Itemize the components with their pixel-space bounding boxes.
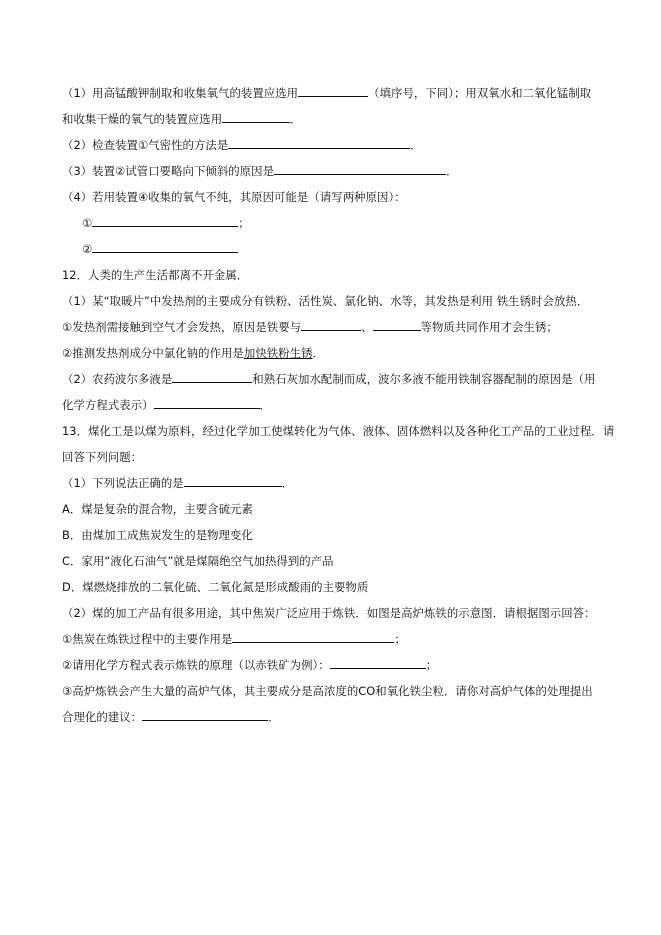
q12-part2-text-c: 化学方程式表示） <box>62 398 154 412</box>
q13-part2-text: （2）煤的加工产品有很多用途，其中焦炭广泛应用于炼铁．如图是高炉炼铁的示意图．请根据图示回答： <box>62 606 596 620</box>
q11-part1-text: （1）用高锰酸钾制取和收集氧气的装置应选用 <box>62 86 299 100</box>
period: ． <box>268 710 280 724</box>
semicolon: ； <box>238 216 250 230</box>
q13-option-a <box>62 501 253 517</box>
q11-part1-text-c: 和收集干燥的氧气的装置应选用 <box>62 112 223 126</box>
option-a-text: A．煤是复杂的混合物，主要含硫元素 <box>62 502 253 516</box>
q12-sub1 <box>62 319 558 335</box>
answer-blank-q13-s3[interactable] <box>142 709 268 721</box>
q13-stem-text-b: 回答下列问题： <box>62 450 143 464</box>
q12-stem-text: 12．人类的生产生活都离不开金属． <box>62 268 249 282</box>
q12-part1-text: （1）某“取暖片”中发热剂的主要成分有铁粉、活性炭、氯化钠、水等，其发热是利用 铁生锈时会放热． <box>62 294 589 308</box>
q12-part2-text-b: 和熟石灰加水配制而成，波尔多液不能用铁制容器配制的原因是（用 <box>252 372 596 386</box>
answer-blank-q13-s2[interactable] <box>330 657 426 669</box>
q12-part1 <box>62 293 588 309</box>
answer-blank-q11-2[interactable] <box>228 137 410 149</box>
q11-part4-text: （4）若用装置④收集的氧气不纯，其原因可能是（请写两种原因）： <box>62 190 406 204</box>
q13-sub2 <box>62 657 437 673</box>
q12-sub2-text: ②推测发热剂成分中氯化钠的作用是 <box>62 346 244 360</box>
answer-blank-q11-1b[interactable] <box>222 111 290 123</box>
q12-part2-text: （2）农药波尔多液是 <box>62 372 173 386</box>
q11-part3 <box>62 163 458 179</box>
q13-option-d <box>62 579 368 595</box>
q11-part4 <box>62 189 406 205</box>
q13-part2 <box>62 605 596 621</box>
q13-option-c <box>62 553 334 569</box>
answer-blank-q11-3[interactable] <box>274 163 446 175</box>
semicolon: ； <box>425 658 438 672</box>
q12-sub2 <box>62 345 324 361</box>
answer-blank-q13-s1[interactable] <box>232 631 394 643</box>
q11-reason-2 <box>82 241 238 257</box>
option-d-text: D．煤燃烧排放的二氧化硫、二氧化氮是形成酸雨的主要物质 <box>62 580 369 594</box>
answer-blank-q12-2b[interactable] <box>154 397 260 409</box>
answer-blank-q11-r2[interactable] <box>92 241 238 253</box>
q11-part2-text: （2）检查装置①气密性的方法是 <box>62 138 229 152</box>
answer-blank-q11-1a[interactable] <box>298 85 368 97</box>
q11-part2 <box>62 137 422 153</box>
answer-blank-q13-1[interactable] <box>184 475 282 487</box>
period: ． <box>312 346 324 360</box>
q13-sub1-text: ①焦炭在炼铁过程中的主要作用是 <box>62 632 233 646</box>
reason-marker-1: ① <box>82 216 93 230</box>
q13-part1-text: （1）下列说法正确的是 <box>62 476 184 490</box>
q13-sub3-text-b: 合理化的建议： <box>62 710 143 724</box>
q13-sub1 <box>62 631 406 647</box>
q12-part2-line2 <box>62 397 271 413</box>
q12-part2-line1 <box>62 371 596 387</box>
q11-part3-text: （3）装置②试管口要略向下倾斜的原因是 <box>62 164 275 178</box>
q13-sub2-text: ②请用化学方程式表示炼铁的原理（以赤铁矿为例）： <box>62 658 330 672</box>
q13-part1 <box>62 475 293 491</box>
option-c-text: C．家用“液化石油气”就是煤隔绝空气加热得到的产品 <box>62 554 334 568</box>
q12-sub1-sep: 、 <box>361 320 373 334</box>
q13-stem-text: 13．煤化工是以煤为原料，经过化学加工使煤转化为气体、液体、固体燃料以及各种化工产品的工业过程．请 <box>62 424 615 438</box>
period: ． <box>281 476 294 490</box>
option-b-text: B．由煤加工成焦炭发生的是物理变化 <box>62 528 253 542</box>
q13-stem-line2 <box>62 449 142 465</box>
q12-sub1-text: ①发热剂需接触到空气才会发热，原因是铁要与 <box>62 320 302 334</box>
period: ． <box>290 112 302 126</box>
answer-blank-q12-1b[interactable] <box>373 319 421 331</box>
q13-sub3-text: ③高炉炼铁会产生大量的高炉气体，其主要成分是高浓度的CO和氧化铁尘粒．请你对高炉气体的处理提出 <box>62 684 593 698</box>
period: ． <box>410 138 422 152</box>
reason-marker-2: ② <box>82 242 93 256</box>
q11-part1-line2 <box>62 111 302 127</box>
q12-sub2-answer: 加快铁粉生锈 <box>243 346 313 360</box>
answer-blank-q11-r1[interactable] <box>92 215 238 227</box>
answer-blank-q12-1a[interactable] <box>301 319 361 331</box>
q13-option-b <box>62 527 253 543</box>
q11-reason-1 <box>82 215 250 231</box>
q13-sub3-line2 <box>62 709 280 725</box>
q11-part1-line1 <box>62 85 591 101</box>
semicolon: ； <box>394 632 406 646</box>
answer-blank-q12-2a[interactable] <box>172 371 252 383</box>
period: ． <box>259 398 271 412</box>
q13-stem-line1 <box>62 423 614 439</box>
q12-sub1-text-c: 等物质共同作用才会生锈； <box>420 320 558 334</box>
q11-part1-text-b: （填序号，下同）；用双氧水和二氧化锰制取 <box>368 86 592 100</box>
q12-stem <box>62 267 248 283</box>
period: ． <box>446 164 458 178</box>
q13-sub3-line1 <box>62 683 593 699</box>
